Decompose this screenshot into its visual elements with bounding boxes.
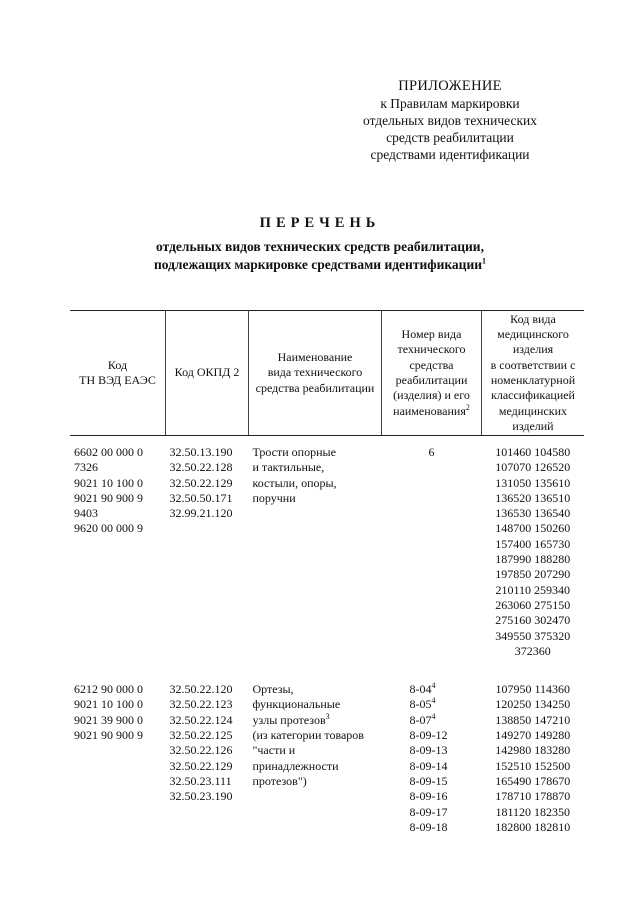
med-code-cell [482,682,585,835]
document-subtitle [0,238,640,274]
header-line: Код ОКПД 2 [174,365,240,380]
header-line: (изделия) и его [393,388,470,403]
name-line [253,713,378,728]
header-line: медицинских [498,403,568,418]
rehab-number: 8-09-16 [409,789,448,804]
name-line: "части и [252,743,296,758]
okpd-code: 32.50.13.190 [169,445,233,459]
footnote-mark: 1 [482,256,487,266]
okpd-code: 32.50.22.125 [169,728,233,743]
rehab-number: 8-09-13 [409,743,448,758]
appendix-title: ПРИЛОЖЕНИЕ [398,78,502,94]
med-code-line: 152510 152500 [495,758,571,773]
med-code-line: 181120 182350 [495,804,571,819]
header-line: изделий [512,418,554,433]
footnote-mark: 4 [431,696,436,706]
med-code-line: 131050 135610 [495,475,571,490]
okpd-cell [166,436,249,660]
med-code-cell [482,436,585,660]
med-code-line: 101460 104580 [495,445,571,459]
header-line: изделия [512,342,554,357]
name-line: функциональные [252,697,341,712]
med-code-line: 275160 302470 [495,613,571,628]
okpd-code: 32.50.22.124 [169,712,233,727]
okpd-code: 32.99.21.120 [169,506,233,521]
med-code-line: 178710 178870 [495,789,571,804]
rehab-number: 8-09-14 [409,758,448,773]
tn-ved-code: 9021 39 900 0 [74,712,143,727]
tn-ved-code: 9403 [74,506,98,521]
subtitle-line-text: подлежащих маркировке средствами идентификации [153,257,483,272]
okpd-code: 32.50.22.120 [169,682,233,697]
med-code-line: 210110 259340 [495,582,571,597]
med-code-line: 372360 [514,643,551,658]
name-line: костыли, опоры, [252,475,337,490]
okpd-cell [166,682,249,835]
row-spacer [70,659,584,682]
rehab-number: 6 [428,445,435,459]
header-okpd [166,311,249,436]
med-code-line: 197850 207290 [495,567,571,582]
rehab-means-table [70,310,584,835]
table-row [70,436,584,660]
okpd-code: 32.50.23.190 [169,789,233,804]
header-line: медицинского [497,327,569,342]
med-code-line: 157400 165730 [495,536,571,551]
med-code-line: 148700 150260 [495,521,571,536]
med-code-line: 187990 188280 [495,552,571,567]
footnote-mark: 4 [431,711,436,721]
rehab-number [386,682,478,697]
tn-ved-code: 9021 10 100 0 [74,475,143,490]
med-code-line: 107070 126520 [495,460,571,475]
header-line: номенклатурной [490,373,576,387]
header-line: Код [107,357,128,372]
header-line: технического [397,342,466,357]
name-line: Ортезы, [252,682,294,697]
appendix-line: отдельных видов технических [363,113,537,128]
rehab-number: 8-09-17 [409,804,448,819]
header-line: Наименование [277,350,353,365]
med-code-line: 142980 183280 [495,743,571,758]
header-number [382,311,482,436]
appendix-block [330,78,570,163]
name-cell [249,682,382,835]
header-name [249,311,382,436]
header-line: классификацией [491,388,575,403]
med-code-line: 149270 149280 [495,728,571,743]
rehab-number [386,697,478,712]
footnote-mark: 3 [325,711,330,721]
med-code-line: 165490 178670 [495,773,571,788]
header-line: ТН ВЭД ЕАЭС [79,373,156,387]
header-line: Номер вида [401,327,462,342]
okpd-code: 32.50.22.128 [169,460,233,475]
okpd-code: 32.50.22.129 [169,475,233,490]
tn-ved-cell [70,682,166,835]
rehab-number: 8-09-18 [409,819,448,834]
header-line: в соответствии с [490,357,576,372]
tn-ved-cell [70,436,166,660]
med-code-line: 263060 275150 [495,597,571,612]
footnote-mark: 2 [465,402,470,412]
header-line: средства [409,357,454,372]
table-row [70,682,584,835]
name-cell [249,436,382,660]
rehab-number: 8-09-12 [409,728,448,743]
spacer-cell [70,659,584,682]
med-code-line: 182800 182810 [495,819,571,834]
document-title: ПЕРЕЧЕНЬ [259,215,381,231]
subtitle-line [0,256,640,274]
name-line: поручни [252,490,296,505]
header-med-code [482,311,585,436]
header-line: вида технического [267,365,363,380]
okpd-code: 32.50.22.129 [169,758,233,773]
header-line [383,404,480,419]
tn-ved-code: 6602 00 000 0 [74,445,143,459]
name-line: и тактильные, [252,460,325,475]
med-code-line: 107950 114360 [495,682,571,697]
rehab-number-text: 8-05 [409,697,432,712]
name-line: Трости опорные [252,445,336,459]
okpd-code: 32.50.23.111 [169,773,232,788]
rehab-number-text: 8-04 [409,682,432,697]
tn-ved-code: 9021 10 100 0 [74,697,143,712]
name-line: принадлежности [252,758,339,773]
med-code-line: 120250 134250 [495,697,571,712]
tn-ved-code: 9620 00 000 9 [74,521,143,536]
tn-ved-code: 9021 90 900 9 [74,728,143,743]
appendix-line: к Правилам маркировки [380,96,520,111]
name-line-text: узлы протезов [252,712,326,727]
header-line-text: наименования [393,403,466,418]
rehab-number: 8-09-15 [409,773,448,788]
header-tn-ved [70,311,166,436]
subtitle-line: отдельных видов технических средств реабилитации, [156,239,484,254]
med-code-line: 349550 375320 [495,628,571,643]
appendix-line: средств реабилитации [386,130,514,145]
header-line: Код вида [510,311,556,326]
number-cell [382,436,482,660]
okpd-code: 32.50.50.171 [169,490,233,505]
rehab-number [386,713,478,728]
table-header-row [70,311,584,436]
okpd-code: 32.50.22.123 [169,697,233,712]
med-code-line: 138850 147210 [495,712,571,727]
med-code-line: 136520 136510 [495,490,571,505]
appendix-line: средствами идентификации [370,147,530,162]
rehab-number-text: 8-07 [409,712,432,727]
okpd-code: 32.50.22.126 [169,743,233,758]
med-code-line: 136530 136540 [495,506,571,521]
header-line: реабилитации [395,373,468,387]
name-line: протезов") [252,773,307,788]
name-line: (из категории товаров [252,728,364,743]
tn-ved-code: 6212 90 000 0 [74,682,143,697]
tn-ved-code: 7326 [74,460,98,475]
footnote-mark: 4 [431,681,436,691]
header-line: средства реабилитации [255,380,375,395]
tn-ved-code: 9021 90 900 9 [74,490,143,505]
number-cell [382,682,482,835]
